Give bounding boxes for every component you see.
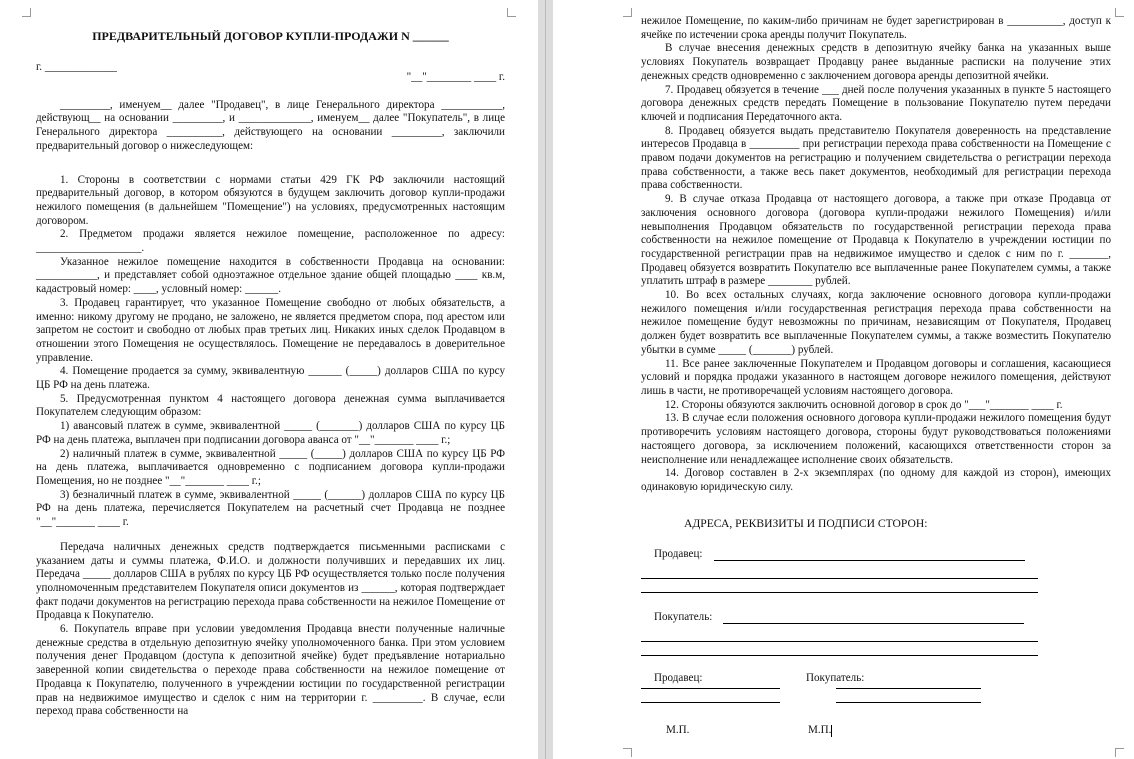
clause-paragraph: 10. Во всех остальных случаях, когда заключение основного договора купли-продажи нежилого помещения и/или государственная регистрация перехода права собственности на нежилое помещение будут невозможны по причинам, независящим от Покупателя, Продавец должен будет возвратить все выплаченные Покупателем суммы, а также возместить Покупателю убытки в сумме _____ (_______) рублей. — [641, 289, 1111, 356]
buyer-sign-line-2[interactable] — [836, 701, 981, 703]
text-cursor — [831, 725, 832, 737]
payment-item: 2) наличный платеж в сумме, эквивалентной _____ (_____) долларов США по курсу ЦБ РФ на день платежа, выплачивается одновременно с подписанием договора купли-продажи Помещения, но не позднее "__"_______ ____ г.; — [36, 447, 505, 487]
seller-details-line[interactable] — [641, 579, 1038, 593]
crop-mark — [22, 8, 31, 17]
payment-item: 3) безналичный платеж в сумме, эквивалентной _____ (______) долларов США по курсу ЦБ РФ на день платежа, перечисляется Покупателем на расчетный счет Продавца не позднее "__"_______ ____ г. — [36, 488, 505, 529]
document-page-right — [553, 0, 1134, 759]
clause-paragraph: 11. Все ранее заключенные Покупателем и Продавцом договоры и соглашения, касающиеся условий и порядка продажи указанного в настоящем договоре нежилого помещения, действуют лишь в части, не противоречащей условиям настоящего договора. — [641, 357, 1111, 397]
seller-signature-block — [641, 548, 1111, 593]
seller-address-line[interactable] — [641, 565, 1038, 579]
clause-paragraph: 14. Договор составлен в 2-х экземплярах (по одному для каждой из сторон), имеющих одинаковую юридическую силу. — [641, 467, 1111, 493]
clause-paragraph: 4. Помещение продается за сумму, эквивалентную ______ (_____) долларов США по курсу ЦБ РФ на день платежа. — [36, 365, 505, 392]
clause-continuation: нежилое Помещение, по каким-либо причинам не будет зарегистрирован в __________, доступ к ячейке по истечении срока аренды получит Покупатель. — [641, 15, 1111, 41]
seller-label-final: Продавец: — [654, 672, 703, 685]
clause-paragraph: 2. Предметом продажи является нежилое помещение, расположенное по адресу: ___________________. — [36, 228, 505, 255]
signatures-heading: АДРЕСА, РЕКВИЗИТЫ И ПОДПИСИ СТОРОН: — [684, 516, 928, 530]
clause-paragraph: 13. В случае если положения основного договора купли-продажи нежилого помещения будут противоречить условиям настоящего договора, стороны будут руководствоваться положениями настоящего договора, за исключением положений, касающихся ответственности сторон за неисполнение или ненадлежащее исполнение своих обязательств. — [641, 412, 1111, 466]
document-page-left — [0, 0, 538, 759]
city-field[interactable]: г. _____________ — [36, 60, 117, 73]
seller-sign-line-1[interactable] — [641, 687, 780, 689]
buyer-signature-block — [641, 611, 1111, 656]
page-divider — [545, 0, 546, 759]
clause-paragraph: 9. В случае отказа Продавца от настоящего договора, а также при отказе Продавца от заключения основного договора (договора купли-продажи нежилого Помещения) и/или невыполнения Продавцом обязательств по государственной регистрации перехода права собственности на нежилое помещение от Продавца к Покупателю в учреждении юстиции по государственной регистрации прав на недвижимое имущество и сделок с ним по г. _______, Продавец обязуется возвратить Покупателю все выплаченные ранее Покупателем суммы, а также уплатить штраф в размере ________ рублей. — [641, 193, 1111, 288]
buyer-label: Покупатель: — [654, 611, 713, 624]
page-gutter — [538, 0, 553, 759]
clause-paragraph: 7. Продавец обязуется в течение ___ дней после получения указанных в пункте 5 настоящего договора денежных средств передать Помещение в пользование Покупателю путем передачи ключей и подписания Передаточного акта. — [641, 83, 1111, 123]
seller-sign-line-2[interactable] — [641, 701, 780, 703]
clause-paragraph: Передача наличных денежных средств подтверждается письменными расписками с указанием даты и суммы платежа, Ф.И.О. и должности получивших и передавших их лиц. Передача _____ долларов США в рублях по курсу ЦБ РФ осуществляется только после получения уполномоченным представителем Покупателя описи документов из ______, которая подтверждает факт подачи документов на регистрацию перехода права собственности на нежилое Помещение от Продавца к Покупателю. — [36, 540, 505, 622]
crop-mark — [623, 8, 632, 17]
clause-paragraph: 5. Предусмотренная пунктом 4 настоящего договора денежная сумма выплачивается Покупателем следующим образом: — [36, 392, 505, 419]
clause-paragraph: 6. Покупатель вправе при условии уведомления Продавца внести полученные наличные денежные средства в отдельную депозитную ячейку уполномоченного банка. При этом условием получения денег Продавцом (доступа к депозитной ячейке) будет предъявление нотариально заверенной копии свидетельства о переходе права собственности на нежилое помещение от Продавца к Покупателю, полученного в учреждении юстиции по государственной регистрации прав на недвижимое имущество и сделок с ним на территории г. _________. В случае, если переход права собственности на — [36, 623, 505, 718]
crop-mark — [507, 8, 516, 17]
clause-paragraph: 1. Стороны в соответствии с нормами статьи 429 ГК РФ заключили настоящий предварительный договор, в котором обязуются в будущем заключить договор купли-продажи нежилого помещения (в дальнейшем "Помещение") на условиях, предусмотренных настоящим договором. — [36, 173, 505, 227]
clause-paragraph: Указанное нежилое помещение находится в собственности Продавца на основании: ___________, и представляет собой одноэтажное отдельное здание общей площадью ____ кв.м, кадастровый номер: ____, условный номер: ______. — [36, 255, 505, 296]
intro-paragraph: _________, именуем__ далее "Продавец", в лице Генерального директора ___________, действующ__ на основании _________, и _____________, именуем__ далее "Покупатель", в лице Генерального директора __________, действующего на основании _________, заключили предварительный договор о нижеследующем: — [36, 98, 505, 152]
seller-label: Продавец: — [654, 548, 703, 561]
crop-mark — [623, 748, 632, 757]
payment-item: 1) авансовый платеж в сумме, эквивалентной _____ (_______) долларов США по курсу ЦБ РФ на день платежа, выплачен при подписании договора аванса от "__"_______ ____ г.; — [36, 420, 505, 446]
date-field[interactable]: "__"________ ____ г. — [406, 70, 505, 83]
crop-mark — [1115, 748, 1124, 757]
clause-paragraph: 12. Стороны обязуются заключить основной договор в срок до "___"_______ ____ г. — [665, 398, 1063, 411]
clause-paragraph: 8. Продавец обязуется выдать представителю Покупателя доверенность на представление интересов Продавца в _________ при регистрации перехода права собственности на Помещение с правом подачи документов на регистрацию и получением свидетельства о регистрации перехода права собственности, а также весь пакет документов, необходимый для регистрации перехода права собственности. — [641, 124, 1111, 192]
buyer-signature-line[interactable] — [723, 611, 1024, 624]
buyer-label-final: Покупатель: — [806, 672, 865, 685]
seller-signature-line[interactable] — [714, 548, 1025, 561]
document-title: ПРЕДВАРИТЕЛЬНЫЙ ДОГОВОР КУПЛИ-ПРОДАЖИ N ______ — [92, 29, 449, 43]
clause-paragraph: В случае внесения денежных средств в депозитную ячейку банка на указанных выше условиях Покупатель возвращает Продавцу ранее выданные расписки на получение этих денежных средств одновременно с заключением договора аренды депозитной ячейки. — [641, 42, 1111, 82]
buyer-sign-line-1[interactable] — [836, 687, 981, 689]
seller-stamp-label: М.П. — [666, 724, 690, 737]
clauses-block — [36, 174, 505, 530]
clause-paragraph: 3. Продавец гарантирует, что указанное Помещение свободно от любых обязательств, а именно: никому другому не продано, не заложено, не является предметом спора, под арестом или запретом не состоит и свободно от любых прав третьих лиц. Никаких иных сделок Продавцом в отношении этого Помещения не осуществлялось. Помещение не передавалось в доверительное управление. — [36, 296, 505, 364]
final-signatures — [641, 672, 1111, 742]
place-date-row — [36, 61, 505, 88]
crop-mark — [1115, 8, 1124, 17]
buyer-address-line[interactable] — [641, 628, 1038, 642]
buyer-details-line[interactable] — [641, 642, 1038, 656]
buyer-stamp-label: М.П. — [808, 724, 832, 737]
